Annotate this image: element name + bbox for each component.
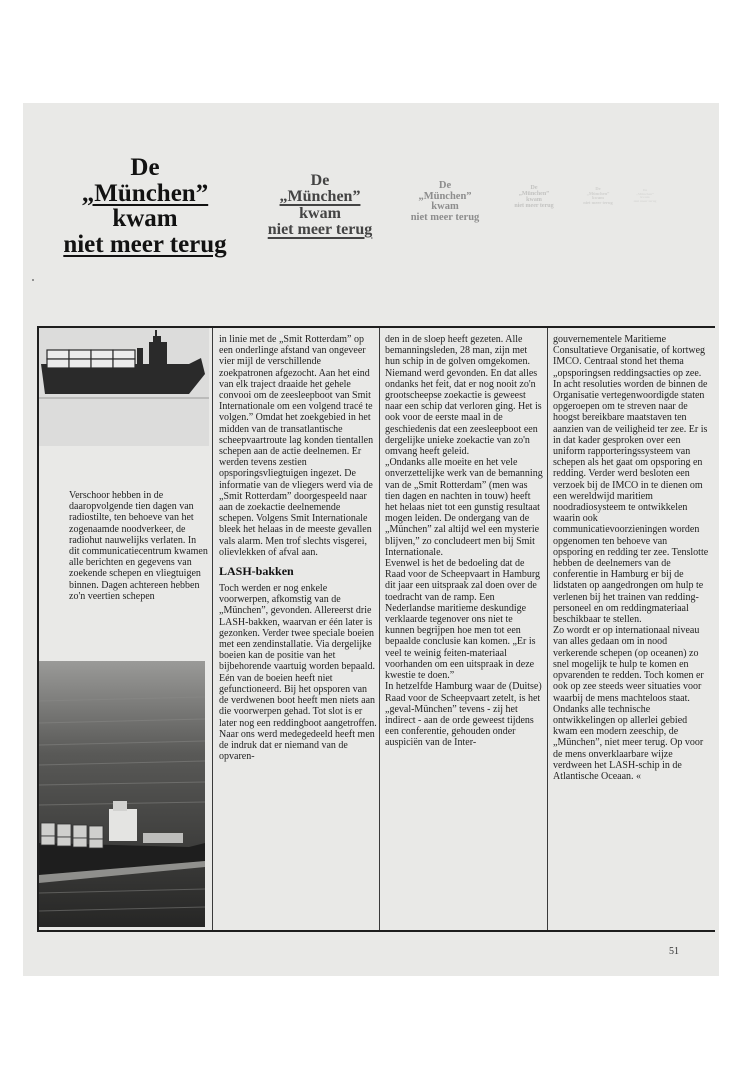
echo2-line3: kwam bbox=[299, 204, 341, 222]
ship-drawing bbox=[39, 328, 209, 446]
headline-line3: kwam bbox=[112, 205, 178, 232]
headline-echo-5 bbox=[572, 187, 624, 205]
col3-paragraph-2-text: Zo wordt er op internationaal niveau van alles gedaan om in nood verkerende schepen (op oceanen) zo snel mogelijk te hulp te komen en opvarenden te redden. Toch komen er ook op zee steeds weer situaties voor waarbij de mens machteloos staat. Ondanks alle technische ontwikkelingen op allerlei gebied kwam een modern zeeschip, de „München”, niet meer terug. Op voor de mens onverklaarbare wijze verdween het LASH-schip in de Atlantische Oceaan. bbox=[553, 625, 704, 782]
col1-paragraph-2: Toch werden er nog enkele voorwerpen, afkomstig van de „München”, gevonden. Allereerst drie LASH-bakken, waarvan er één later is gezonken. Verder twee speciale boeien met een zendinstallatie. Via dergelijke boeien kan de positie van het bijbehorende vaartuig worden bepaald. Eén van de boeien heeft niet gefunctioneerd. Bij het opsporen van de verdwenen boot heeft men niets aan die voorwerpen gehad. Tot slot is er later nog een reddingboot aangetroffen. Naar ons werd medegedeeld heeft men de indruk dat er niemand van de opvaren- bbox=[219, 583, 377, 763]
echo5-line1: De bbox=[595, 186, 601, 191]
echo4-line3: kwam bbox=[526, 197, 542, 204]
ship-illustration bbox=[39, 328, 209, 446]
echo3-line4: niet meer terug bbox=[410, 212, 480, 224]
echo6-line4: niet meer terug bbox=[633, 198, 657, 203]
col2-paragraph-4: In hetzelfde Hamburg waar de (Duitse) Raad voor de Scheepvaart zetelt, is het „geval-München” tevens - zij het indirect - aan de orde geweest tijdens een conferentie, gehouden onder auspiciën van de Inter- bbox=[385, 681, 542, 749]
col2-paragraph-1: den in de sloep heeft gezeten. Alle bemanningsleden, 28 man, zijn met hun schip in de golven omgekomen. Niemand werd gevonden. En dat alles ondanks het feit, dat er nog nooit zo'n grootscheepse zoekactie is geweest naar een schip dat verloren ging. Het is ook voor de eerste maal in de geschiedenis dat een zeesleepboot een dergelijke unieke zoekactie van zo'n omvang heeft geleid. bbox=[385, 334, 542, 458]
echo4-line2: „München” bbox=[518, 191, 550, 198]
text-column-2 bbox=[385, 334, 543, 749]
headline-echo-6 bbox=[625, 189, 665, 203]
col3-paragraph-1: gouvernementele Maritieme Consultatieve Organisatie, of kortweg IMCO. Centraal stond het thema „opsporingsen reddingsacties op zee. In acht resoluties worden de binnen de Organisatie vertegenwoordigde staten opgeroepen om te streven naar de hoogst bereikbare maatstaven ten aanzien van de veiligheid ter zee. Er is in dat kader gesproken over een uniform rapporteringssysteem van schepen als het gaat om opsporing en redding. Verder werd besloten een verzoek bij de IMCO in te dienen om een wereldwijd maritiem noodradiosysteem te ontwikkelen waarin ook communicatievoorzieningen worden opgenomen ten behoeve van opsporing en redding ter zee. Tenslotte hebben de deelnemers van de conferentie in Hamburg er bij de lidstaten op aangedrongen om hulp te verlenen bij het trainen van redding-personeel en om reddingmateriaal beschikbaar te stellen. bbox=[553, 334, 709, 626]
ship-caption: Verschoor hebben in de daaropvolgende tien dagen van radiostilte, ten behoeve van het zogenaamde noodverkeer, de radiohut nauwelijks verlaten. In dit communicatiecentrum kwamen alle berichten en gegevens van zoekende schepen en vliegtuigen binnen. Dagen achtereen hebben zo'n veertien schepen bbox=[69, 490, 208, 602]
headline-echo-2 bbox=[245, 173, 395, 238]
col1-paragraph-1: in linie met de „Smit Rotterdam” op een onderlinge afstand van ongeveer vier mijl de verschillende zoekpatronen afgezocht. Aan het eind van elk traject draaide het gehele convooi om de zeesleepboot van Smit Internationale om een volgend tracé te volgen.” Omdat het zoekgebied in het midden van de transatlantische scheepvaartroute lag konden tientallen schepen aan de actie deelnemen. Er werden tevens zestien opsporingsvliegtuigen ingezet. De informatie van de vliegers werd via de „Smit Rotterdam” doorgespeeld naar aan de zoekactie deelnemende schepen. Volgens Smit Internationale bleek het helaas in de meeste gevallen vals alarm. Men trof slechts visgerei, olievlekken of afval aan. bbox=[219, 334, 374, 558]
headline-line1: De bbox=[130, 154, 160, 181]
stray-dot bbox=[32, 279, 34, 281]
echo2-line4: niet meer terug bbox=[267, 220, 373, 238]
echo2-line1: De bbox=[310, 172, 330, 189]
column-rule-2 bbox=[379, 328, 380, 930]
echo4-line4: niet meer terug bbox=[514, 203, 554, 210]
headline-echo-3 bbox=[390, 181, 500, 224]
page-number: 51 bbox=[669, 946, 679, 957]
echo5-line2: „München” bbox=[586, 190, 610, 196]
echo3-line3: kwam bbox=[431, 201, 459, 213]
echo2-line2: „München” bbox=[279, 188, 361, 206]
echo3-line2: „München” bbox=[418, 190, 472, 202]
column-rule-3 bbox=[547, 328, 548, 930]
echo5-line3: kwam bbox=[592, 195, 604, 201]
text-column-1 bbox=[219, 334, 377, 762]
col3-paragraph-2 bbox=[553, 625, 709, 782]
magazine-page bbox=[23, 103, 719, 976]
column-rule-1 bbox=[212, 328, 213, 930]
echo6-line2: „München” bbox=[636, 191, 654, 196]
headline-echo-4 bbox=[499, 185, 569, 209]
sea-photo bbox=[39, 661, 205, 927]
echo3-line1: De bbox=[438, 180, 452, 191]
col2-paragraph-3: Evenwel is het de bedoeling dat de Raad voor de Scheepvaart in Hamburg dit jaar een uitspraak zal doen over de toedracht van de ramp. Een Nederlandse maritieme deskundige verklaarde tegenover ons niet te kunnen begrijpen hoe men tot een bepaalde conclusie kan komen. „Er is veel te weinig feiten-materiaal voorhanden om een uitspraak in deze kwestie te doen.” bbox=[385, 558, 541, 682]
subheading-lash-bakken: LASH-bakken bbox=[219, 564, 294, 579]
echo6-line1: De bbox=[642, 188, 648, 192]
headline bbox=[45, 155, 245, 257]
sea-photo-drawing bbox=[39, 661, 205, 927]
echo6-line3: kwam bbox=[640, 195, 650, 200]
end-mark: « bbox=[636, 770, 642, 782]
echo5-line4: niet meer terug bbox=[583, 199, 613, 205]
echo4-line1: De bbox=[530, 185, 538, 191]
article-frame bbox=[37, 326, 715, 932]
text-column-3 bbox=[553, 334, 709, 782]
headline-line4: niet meer terug bbox=[63, 230, 227, 258]
col2-paragraph-2: „Ondanks alle moeite en het vele onverzettelijke werk van de bemanning van de „Smit Rotterdam” (men was tien dagen en nachten in touw) heeft het helaas niet tot een gunstig resultaat mogen leiden. De ondergang van de „München” zal altijd wel een mysterie blijven,” zo concludeert men bij Smit Internationale. bbox=[385, 457, 543, 558]
headline-line2: „München” bbox=[81, 179, 209, 207]
